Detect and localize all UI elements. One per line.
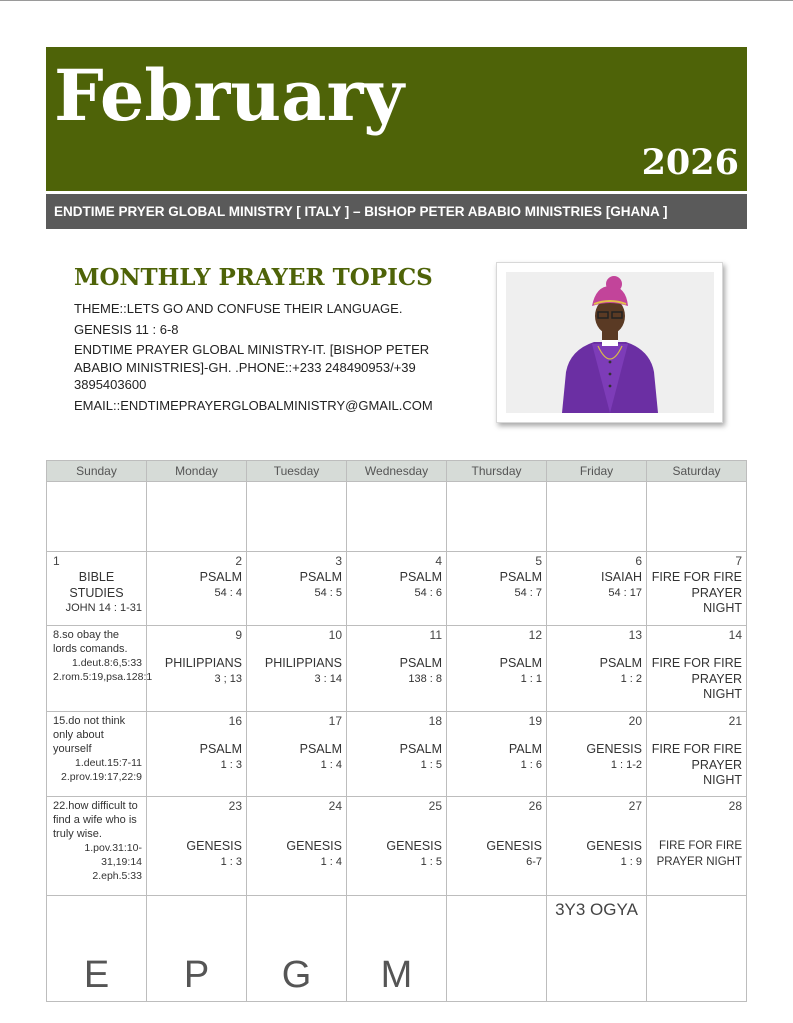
day-cell	[147, 626, 247, 712]
day-number: 6	[635, 554, 642, 568]
day-cell	[147, 552, 247, 626]
day-number: 27	[628, 799, 642, 813]
day-event	[651, 656, 742, 703]
day-cell	[247, 482, 347, 552]
day-cell	[47, 712, 147, 797]
weekday-wednesday: Wednesday	[347, 461, 447, 482]
event-reference: 3 ; 13	[214, 672, 242, 685]
day-event	[651, 742, 742, 789]
event-title: ISAIAH	[601, 570, 642, 584]
event-title: PHILIPPIANS	[164, 656, 242, 670]
day-event	[451, 839, 542, 870]
week-row-3	[47, 712, 747, 797]
event-title: FIRE FOR FIRE PRAYER NIGHT	[651, 656, 742, 701]
day-event	[551, 742, 642, 773]
day-cell	[647, 896, 747, 1002]
day-number: 1	[53, 554, 60, 568]
email-text: EMAIL::ENDTIMEPRAYERGLOBALMINISTRY@GMAIL.COM	[74, 397, 433, 413]
note-reference: 2.rom.5:19,psa.128:1	[53, 671, 153, 683]
event-title: GENESIS	[286, 839, 342, 853]
day-cell	[547, 712, 647, 797]
event-title: FIRE FOR FIRE PRAYER NIGHT	[651, 742, 742, 787]
weekday-sunday: Sunday	[47, 461, 147, 482]
day-cell	[647, 552, 747, 626]
weekday-saturday: Saturday	[647, 461, 747, 482]
day-number: 18	[428, 714, 442, 728]
day-number: 2	[235, 554, 242, 568]
day-cell	[447, 896, 547, 1002]
event-reference: 1 : 2	[620, 672, 642, 685]
day-event	[151, 839, 242, 870]
day-cell	[447, 712, 547, 797]
weekday-header-row	[47, 461, 747, 482]
day-cell	[147, 482, 247, 552]
day-cell	[347, 626, 447, 712]
day-event	[551, 570, 642, 601]
empty-week-row	[47, 482, 747, 552]
event-title: PSALM	[399, 656, 442, 670]
day-event	[151, 656, 242, 687]
event-reference: 54 : 7	[514, 586, 542, 599]
day-event	[351, 839, 442, 870]
event-title: GENESIS	[186, 839, 242, 853]
friday-note: 3Y3 OGYA	[555, 900, 638, 919]
event-title: PSALM	[199, 742, 242, 756]
day-event	[351, 742, 442, 773]
year-label: 2026	[641, 142, 739, 183]
note-text: 15.do not think only about yourself	[53, 715, 126, 755]
day-event	[351, 570, 442, 601]
day-cell	[547, 482, 647, 552]
day-cell	[147, 896, 247, 1002]
day-cell	[247, 626, 347, 712]
event-title: PSALM	[199, 570, 242, 584]
day-event	[651, 570, 742, 617]
event-reference: 138 : 8	[408, 672, 442, 685]
day-cell	[547, 626, 647, 712]
day-number: 25	[428, 799, 442, 813]
weekday-friday: Friday	[547, 461, 647, 482]
note-text: 8.so obay the lords comands.	[53, 629, 128, 655]
sunday-note	[53, 628, 153, 684]
note-reference: 2.eph.5:33	[92, 870, 142, 882]
day-event	[551, 839, 642, 870]
event-reference: 3 : 14	[314, 672, 342, 685]
event-title: GENESIS	[586, 742, 642, 756]
event-reference: JOHN 14 : 1-31	[65, 602, 142, 614]
day-number: 28	[728, 799, 742, 813]
day-event	[551, 656, 642, 687]
event-reference: 54 : 17	[608, 586, 642, 599]
initial-letter: G	[281, 954, 312, 996]
calendar-grid	[46, 460, 747, 1002]
day-cell	[547, 896, 647, 1002]
day-number: 4	[435, 554, 442, 568]
day-number: 3	[335, 554, 342, 568]
day-event	[151, 742, 242, 773]
event-reference: 54 : 6	[414, 586, 442, 599]
event-title: PSALM	[399, 742, 442, 756]
note-reference: 1.deut.15:7-11	[75, 757, 142, 769]
top-border-line	[0, 0, 793, 1]
day-cell	[47, 482, 147, 552]
day-cell	[647, 797, 747, 896]
event-reference: 1 : 1-2	[610, 758, 642, 771]
note-reference: 1.pov.31:10-31,19:14	[84, 842, 142, 868]
day-event	[251, 742, 342, 773]
event-reference: 1 : 1	[520, 672, 542, 685]
month-title: February	[54, 54, 405, 137]
day-cell	[47, 797, 147, 896]
weekday-monday: Monday	[147, 461, 247, 482]
theme-verse: GENESIS 11 : 6-8	[74, 321, 179, 337]
theme-text: THEME::LETS GO AND CONFUSE THEIR LANGUAGE.	[74, 301, 403, 316]
topics-info	[74, 300, 454, 417]
day-number: 21	[728, 714, 742, 728]
day-cell	[247, 552, 347, 626]
event-reference: 1 : 9	[620, 855, 642, 868]
day-cell	[247, 896, 347, 1002]
day-cell	[447, 552, 547, 626]
day-cell	[347, 797, 447, 896]
event-title: PSALM	[499, 570, 542, 584]
event-title: PSALM	[399, 570, 442, 584]
day-event	[51, 570, 142, 617]
bishop-portrait-illustration	[506, 272, 714, 413]
month-banner	[46, 47, 747, 191]
day-cell	[447, 626, 547, 712]
weekday-tuesday: Tuesday	[247, 461, 347, 482]
day-event	[251, 570, 342, 601]
monthly-prayer-topics-title: MONTHLY PRAYER TOPICS	[74, 264, 433, 291]
day-event	[451, 742, 542, 773]
day-number: 26	[528, 799, 542, 813]
day-cell	[647, 626, 747, 712]
day-cell	[347, 552, 447, 626]
initial-letter: P	[183, 954, 210, 996]
note-reference: 2.prov.19:17,22:9	[61, 771, 142, 783]
day-event	[151, 570, 242, 601]
event-reference: 6-7	[526, 855, 542, 868]
event-reference: 1 : 6	[520, 758, 542, 771]
event-reference: 54 : 4	[214, 586, 242, 599]
day-cell	[547, 797, 647, 896]
event-title: GENESIS	[586, 839, 642, 853]
day-cell	[447, 482, 547, 552]
bishop-photo-frame	[496, 262, 723, 423]
day-cell	[647, 482, 747, 552]
week-row-2	[47, 626, 747, 712]
event-title: PSALM	[299, 742, 342, 756]
day-cell	[647, 712, 747, 797]
day-cell	[347, 482, 447, 552]
day-number: 13	[628, 628, 642, 642]
day-number: 14	[728, 628, 742, 642]
day-cell	[447, 797, 547, 896]
event-title: GENESIS	[486, 839, 542, 853]
weekday-thursday: Thursday	[447, 461, 547, 482]
day-cell	[47, 626, 153, 712]
contact-text: ENDTIME PRAYER GLOBAL MINISTRY-IT. [BISHOP PETER ABABIO MINISTRIES]-GH. .PHONE::+233 248490953/+39 3895403600	[74, 342, 430, 392]
ministry-subtitle-bar: ENDTIME PRYER GLOBAL MINISTRY [ ITALY ] – BISHOP PETER ABABIO MINISTRIES [GHANA ]	[46, 194, 747, 229]
initial-letter: E	[83, 954, 110, 996]
event-reference: 54 : 5	[314, 586, 342, 599]
day-cell	[247, 712, 347, 797]
week-row-4	[47, 797, 747, 896]
day-number: 19	[528, 714, 542, 728]
day-cell	[547, 552, 647, 626]
day-number: 23	[228, 799, 242, 813]
event-reference: 1 : 5	[420, 758, 442, 771]
event-title: BIBLE STUDIES	[69, 570, 124, 600]
day-event	[451, 570, 542, 601]
note-text: 22.how difficult to find a wife who is truly wise.	[53, 800, 138, 840]
day-event	[651, 839, 742, 870]
event-reference: 1 : 5	[420, 855, 442, 868]
event-title: PSALM	[599, 656, 642, 670]
day-number: 11	[429, 628, 442, 642]
event-reference: 1 : 4	[320, 758, 342, 771]
day-number: 12	[528, 628, 542, 642]
day-event	[451, 656, 542, 687]
day-cell	[147, 712, 247, 797]
event-title: PSALM	[299, 570, 342, 584]
day-number: 5	[535, 554, 542, 568]
day-number: 10	[328, 628, 342, 642]
event-title: PSALM	[499, 656, 542, 670]
sunday-note	[53, 714, 142, 784]
event-title: PHILIPPIANS	[264, 656, 342, 670]
day-event	[251, 656, 342, 687]
day-event	[251, 839, 342, 870]
day-number: 7	[735, 554, 742, 568]
week-row-5	[47, 896, 747, 1002]
event-reference: 1 : 3	[220, 758, 242, 771]
day-cell	[47, 552, 147, 626]
day-number: 9	[235, 628, 242, 642]
event-reference: 1 : 3	[220, 855, 242, 868]
day-cell	[347, 712, 447, 797]
day-cell	[347, 896, 447, 1002]
event-title: GENESIS	[386, 839, 442, 853]
event-reference: 1 : 4	[320, 855, 342, 868]
day-number: 16	[228, 714, 242, 728]
day-number: 17	[328, 714, 342, 728]
day-cell	[147, 797, 247, 896]
note-reference: 1.deut.8:6,5:33	[71, 657, 142, 669]
initial-letter: M	[380, 954, 413, 996]
day-event	[351, 656, 442, 687]
event-title: FIRE FOR FIRE PRAYER NIGHT	[651, 570, 742, 615]
day-number: 24	[328, 799, 342, 813]
day-number: 20	[628, 714, 642, 728]
week-row-1	[47, 552, 747, 626]
event-title: PALM	[508, 742, 542, 756]
bishop-photo	[506, 272, 714, 413]
event-title: FIRE FOR FIRE PRAYER NIGHT	[656, 840, 742, 868]
sunday-note	[53, 799, 142, 883]
day-cell	[247, 797, 347, 896]
day-cell	[47, 896, 147, 1002]
